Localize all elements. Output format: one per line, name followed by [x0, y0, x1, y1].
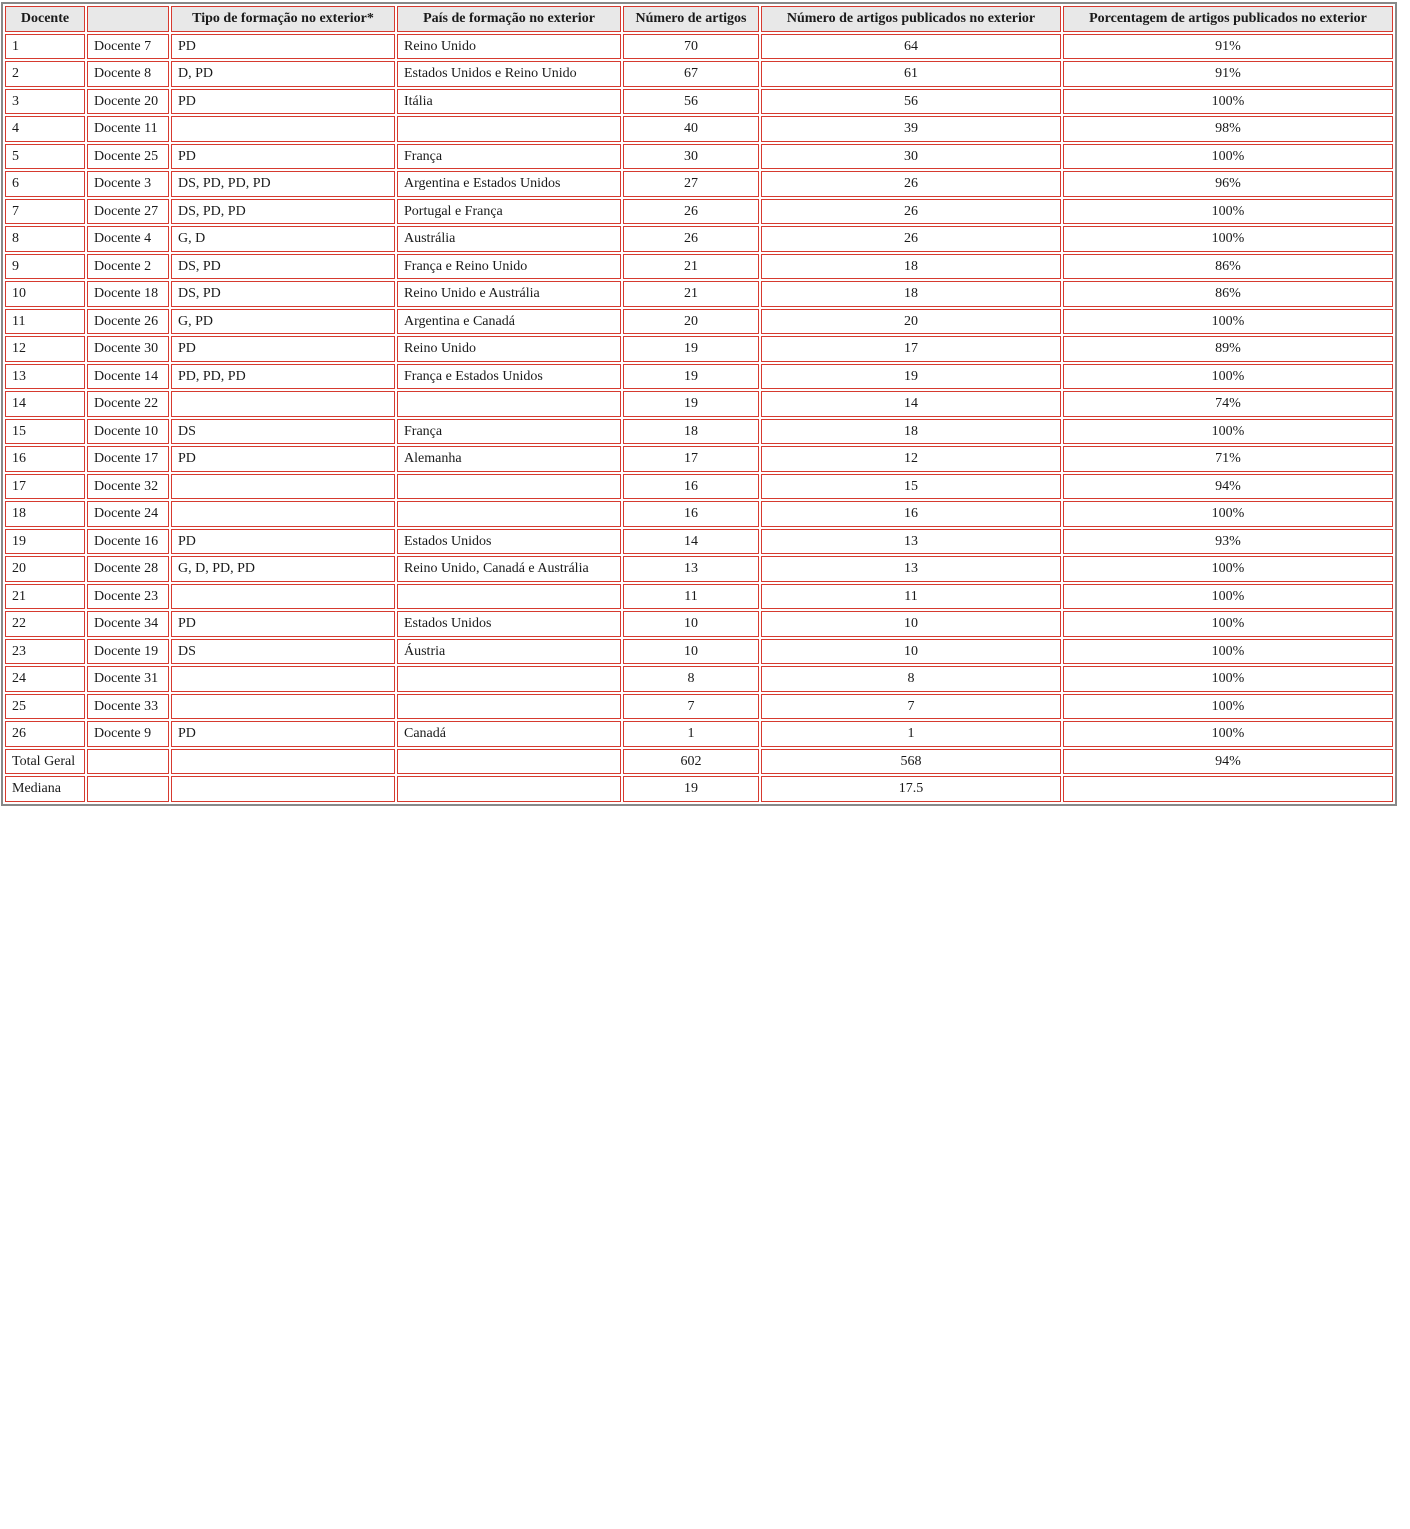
table-cell: 91% [1063, 34, 1393, 60]
table-cell: 19 [623, 391, 759, 417]
table-cell: 27 [623, 171, 759, 197]
table-cell: 100% [1063, 556, 1393, 582]
table-row [5, 529, 1393, 555]
header-docente: Docente [5, 6, 85, 32]
table-cell: 23 [5, 639, 85, 665]
table-cell: França e Reino Unido [397, 254, 621, 280]
table-cell: 20 [623, 309, 759, 335]
table-cell: G, D, PD, PD [171, 556, 395, 582]
table-cell: Áustria [397, 639, 621, 665]
table-cell: Docente 8 [87, 61, 169, 87]
table-cell: 18 [761, 419, 1061, 445]
table-cell [87, 749, 169, 775]
table-cell: Docente 19 [87, 639, 169, 665]
table-cell: 26 [623, 226, 759, 252]
table-cell: G, PD [171, 309, 395, 335]
table-row [5, 364, 1393, 390]
table-cell: 602 [623, 749, 759, 775]
table-cell: Docente 32 [87, 474, 169, 500]
table-cell: 26 [761, 226, 1061, 252]
header-docente-name [87, 6, 169, 32]
table-cell: 16 [761, 501, 1061, 527]
table-cell: 12 [5, 336, 85, 362]
table-cell: 56 [623, 89, 759, 115]
table-cell: 100% [1063, 89, 1393, 115]
table-cell: PD [171, 529, 395, 555]
table-cell [397, 776, 621, 802]
table-cell [171, 666, 395, 692]
table-cell: 3 [5, 89, 85, 115]
table-cell [171, 501, 395, 527]
table-row [5, 639, 1393, 665]
table-cell: Docente 4 [87, 226, 169, 252]
table-cell: Docente 11 [87, 116, 169, 142]
table-cell [171, 584, 395, 610]
table-cell: PD [171, 446, 395, 472]
table-cell: G, D [171, 226, 395, 252]
table-cell: PD [171, 89, 395, 115]
table-cell: 4 [5, 116, 85, 142]
table-cell: Canadá [397, 721, 621, 747]
table-row [5, 89, 1393, 115]
table-cell: DS, PD, PD [171, 199, 395, 225]
table-cell: Total Geral [5, 749, 85, 775]
table-cell: 26 [5, 721, 85, 747]
table-cell [171, 694, 395, 720]
table-cell [171, 776, 395, 802]
table-cell: 96% [1063, 171, 1393, 197]
table-cell: 89% [1063, 336, 1393, 362]
table-cell: 18 [623, 419, 759, 445]
header-pais-formacao: País de formação no exterior [397, 6, 621, 32]
table-cell: 7 [761, 694, 1061, 720]
table-cell [171, 749, 395, 775]
table-cell [397, 666, 621, 692]
table-cell [397, 749, 621, 775]
table-cell: 13 [761, 556, 1061, 582]
table-cell: 21 [623, 254, 759, 280]
table-cell [397, 116, 621, 142]
table-cell: 94% [1063, 474, 1393, 500]
table-cell: 100% [1063, 501, 1393, 527]
table-cell: 6 [5, 171, 85, 197]
table-cell: 17 [761, 336, 1061, 362]
table-cell [171, 116, 395, 142]
table-cell: 11 [623, 584, 759, 610]
table-cell: França [397, 144, 621, 170]
table-cell: 25 [5, 694, 85, 720]
table-cell: Docente 33 [87, 694, 169, 720]
header-tipo-formacao: Tipo de formação no exterior* [171, 6, 395, 32]
table-row [5, 391, 1393, 417]
table-cell: 12 [761, 446, 1061, 472]
table-row [5, 666, 1393, 692]
table-cell: Portugal e França [397, 199, 621, 225]
table-cell: Reino Unido [397, 34, 621, 60]
table-cell: 100% [1063, 419, 1393, 445]
table-cell: 100% [1063, 199, 1393, 225]
table-cell: 100% [1063, 144, 1393, 170]
table-footer-row [5, 776, 1393, 802]
table-cell: DS [171, 639, 395, 665]
table-cell: 20 [5, 556, 85, 582]
table-cell: 93% [1063, 529, 1393, 555]
table-cell: 30 [761, 144, 1061, 170]
table-row [5, 144, 1393, 170]
table-cell: França [397, 419, 621, 445]
table-cell: 100% [1063, 611, 1393, 637]
table-cell: 100% [1063, 309, 1393, 335]
table-cell: PD [171, 34, 395, 60]
table-cell: 9 [5, 254, 85, 280]
table-row [5, 474, 1393, 500]
table-cell: 86% [1063, 281, 1393, 307]
table-row [5, 34, 1393, 60]
table-cell: 10 [761, 639, 1061, 665]
table-cell: Docente 14 [87, 364, 169, 390]
table-cell: 94% [1063, 749, 1393, 775]
table-cell: 13 [761, 529, 1061, 555]
table-row [5, 226, 1393, 252]
table-cell: Reino Unido [397, 336, 621, 362]
table-cell: 16 [5, 446, 85, 472]
table-row [5, 721, 1393, 747]
table-cell: PD, PD, PD [171, 364, 395, 390]
table-cell: Docente 3 [87, 171, 169, 197]
table-cell: Docente 24 [87, 501, 169, 527]
table-cell: 11 [5, 309, 85, 335]
table-cell: Argentina e Canadá [397, 309, 621, 335]
table-cell: 100% [1063, 639, 1393, 665]
table-cell: 1 [761, 721, 1061, 747]
table-cell: 100% [1063, 721, 1393, 747]
table-cell: 100% [1063, 666, 1393, 692]
table-cell: Argentina e Estados Unidos [397, 171, 621, 197]
table-cell: Reino Unido, Canadá e Austrália [397, 556, 621, 582]
table-cell: 13 [5, 364, 85, 390]
table-row [5, 419, 1393, 445]
table-cell [397, 501, 621, 527]
table-cell: PD [171, 721, 395, 747]
table-cell: Mediana [5, 776, 85, 802]
table-cell: 74% [1063, 391, 1393, 417]
table-cell: Estados Unidos [397, 611, 621, 637]
table-row [5, 254, 1393, 280]
table-cell: 18 [761, 281, 1061, 307]
table-cell: 21 [5, 584, 85, 610]
table-cell: 21 [623, 281, 759, 307]
table-cell: 14 [623, 529, 759, 555]
table-cell: Itália [397, 89, 621, 115]
header-numero-artigos: Número de artigos [623, 6, 759, 32]
table-cell: 17 [5, 474, 85, 500]
table-cell: Docente 17 [87, 446, 169, 472]
table-row [5, 116, 1393, 142]
table-cell: 70 [623, 34, 759, 60]
table-cell: 100% [1063, 694, 1393, 720]
table-cell: Estados Unidos e Reino Unido [397, 61, 621, 87]
table-cell: 15 [5, 419, 85, 445]
table-cell: 17 [623, 446, 759, 472]
table-cell: 86% [1063, 254, 1393, 280]
table-cell: DS [171, 419, 395, 445]
table-cell [397, 694, 621, 720]
table-cell: Docente 2 [87, 254, 169, 280]
table-cell: Docente 31 [87, 666, 169, 692]
table-row [5, 309, 1393, 335]
table-cell: 91% [1063, 61, 1393, 87]
table-cell [397, 391, 621, 417]
table-cell: Estados Unidos [397, 529, 621, 555]
table-cell: 8 [5, 226, 85, 252]
table-cell: 40 [623, 116, 759, 142]
table-cell: Docente 28 [87, 556, 169, 582]
table-cell: DS, PD [171, 254, 395, 280]
table-cell: 19 [623, 776, 759, 802]
table-cell: Docente 18 [87, 281, 169, 307]
table-cell: 16 [623, 474, 759, 500]
docentes-table [1, 2, 1397, 806]
table-cell: D, PD [171, 61, 395, 87]
table-cell: 19 [5, 529, 85, 555]
table-cell: 17.5 [761, 776, 1061, 802]
table-cell [171, 391, 395, 417]
table-cell: Docente 9 [87, 721, 169, 747]
table-cell: Docente 22 [87, 391, 169, 417]
table-cell: PD [171, 336, 395, 362]
table-cell: Docente 27 [87, 199, 169, 225]
table-cell: 67 [623, 61, 759, 87]
table-row [5, 61, 1393, 87]
table-cell: 14 [5, 391, 85, 417]
table-cell: 24 [5, 666, 85, 692]
table-row [5, 446, 1393, 472]
table-cell: 15 [761, 474, 1061, 500]
table-cell: Docente 34 [87, 611, 169, 637]
header-artigos-exterior: Número de artigos publicados no exterior [761, 6, 1061, 32]
table-cell: 64 [761, 34, 1061, 60]
table-cell: 7 [623, 694, 759, 720]
table-cell [171, 474, 395, 500]
table-cell: 22 [5, 611, 85, 637]
table-cell: 20 [761, 309, 1061, 335]
table-row [5, 171, 1393, 197]
table-cell: Reino Unido e Austrália [397, 281, 621, 307]
table-cell: 26 [623, 199, 759, 225]
table-body [5, 34, 1393, 802]
table-cell: 10 [761, 611, 1061, 637]
table-cell: Docente 30 [87, 336, 169, 362]
table-row [5, 501, 1393, 527]
table-cell: 8 [623, 666, 759, 692]
table-cell: 18 [5, 501, 85, 527]
table-cell: 56 [761, 89, 1061, 115]
table-cell [397, 474, 621, 500]
table-cell: 61 [761, 61, 1061, 87]
table-cell [1063, 776, 1393, 802]
table-cell: 71% [1063, 446, 1393, 472]
table-cell [87, 776, 169, 802]
table-cell: 100% [1063, 584, 1393, 610]
table-cell: 7 [5, 199, 85, 225]
table-cell: DS, PD, PD, PD [171, 171, 395, 197]
table-cell: Austrália [397, 226, 621, 252]
table-cell: 568 [761, 749, 1061, 775]
table-cell: 100% [1063, 226, 1393, 252]
table-cell: Docente 10 [87, 419, 169, 445]
table-cell: 14 [761, 391, 1061, 417]
table-row [5, 556, 1393, 582]
table-cell: DS, PD [171, 281, 395, 307]
table-cell: 10 [623, 611, 759, 637]
table-cell: França e Estados Unidos [397, 364, 621, 390]
table-cell: 19 [761, 364, 1061, 390]
table-cell: 1 [5, 34, 85, 60]
table-cell: 19 [623, 364, 759, 390]
table-cell: Docente 25 [87, 144, 169, 170]
table-cell: 39 [761, 116, 1061, 142]
table-row [5, 611, 1393, 637]
table-cell: Docente 20 [87, 89, 169, 115]
table-cell: Docente 23 [87, 584, 169, 610]
table-cell: Docente 16 [87, 529, 169, 555]
table-cell: PD [171, 144, 395, 170]
table-row [5, 694, 1393, 720]
table-cell: 2 [5, 61, 85, 87]
table-cell: Docente 7 [87, 34, 169, 60]
table-row [5, 336, 1393, 362]
table-cell: 26 [761, 199, 1061, 225]
table-cell: Alemanha [397, 446, 621, 472]
table-cell [397, 584, 621, 610]
table-cell: 13 [623, 556, 759, 582]
table-row [5, 584, 1393, 610]
table-cell: Docente 26 [87, 309, 169, 335]
table-cell: 100% [1063, 364, 1393, 390]
header-row [5, 6, 1393, 32]
table-cell: 19 [623, 336, 759, 362]
header-porcentagem: Porcentagem de artigos publicados no exterior [1063, 6, 1393, 32]
table-cell: 18 [761, 254, 1061, 280]
table-cell: 30 [623, 144, 759, 170]
table-cell: 5 [5, 144, 85, 170]
table-cell: 10 [5, 281, 85, 307]
table-footer-row [5, 749, 1393, 775]
table-cell: 1 [623, 721, 759, 747]
table-cell: 8 [761, 666, 1061, 692]
table-cell: 10 [623, 639, 759, 665]
table-cell: 16 [623, 501, 759, 527]
table-cell: PD [171, 611, 395, 637]
table-header [5, 6, 1393, 32]
table-cell: 98% [1063, 116, 1393, 142]
table-row [5, 199, 1393, 225]
table-cell: 26 [761, 171, 1061, 197]
table-row [5, 281, 1393, 307]
table-cell: 11 [761, 584, 1061, 610]
